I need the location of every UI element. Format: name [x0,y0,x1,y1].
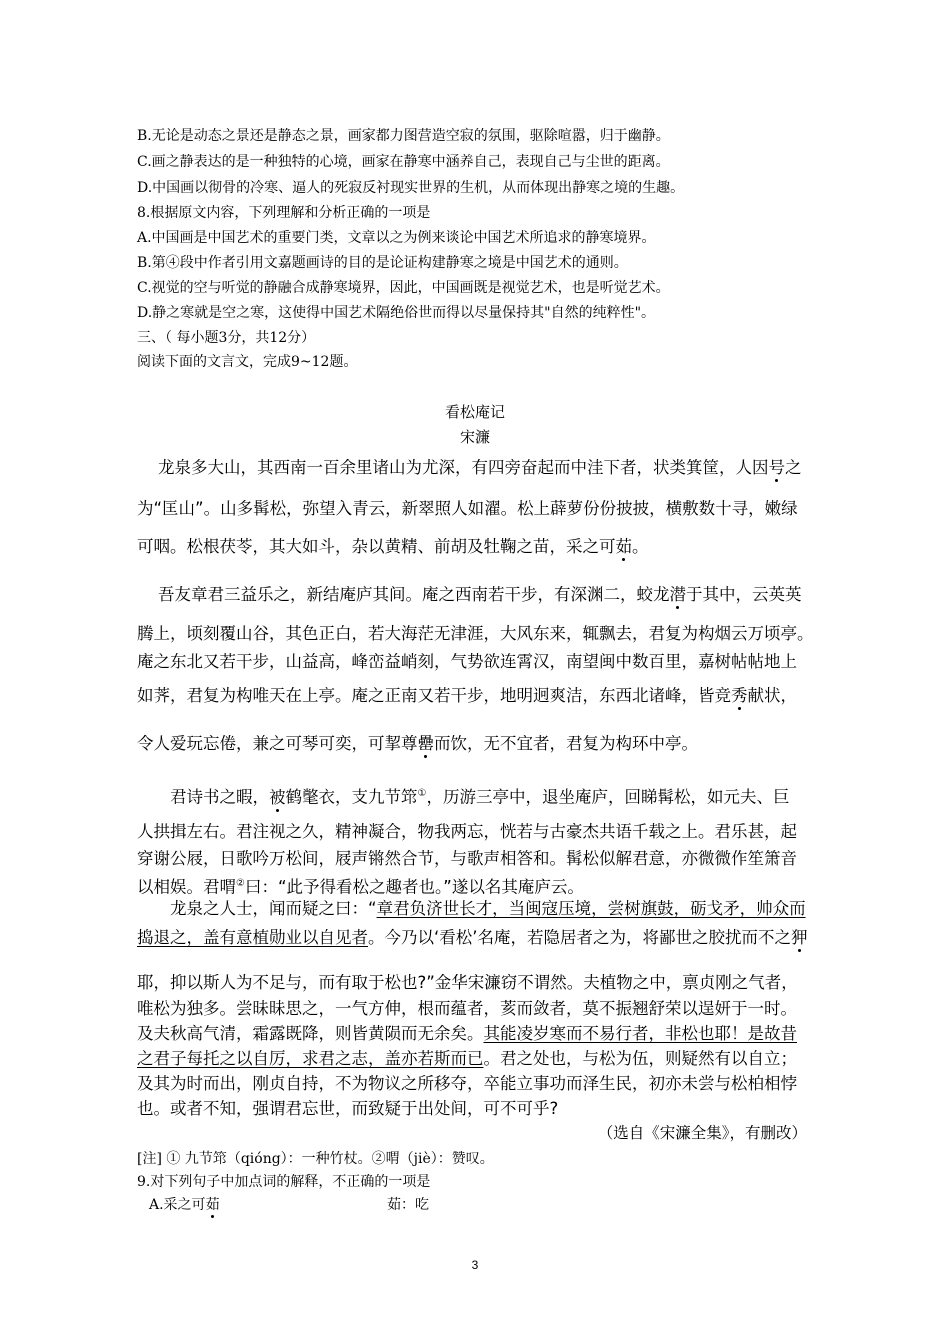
paragraph-4-line-4: 唯松为独多。尝昧昧思之，一气方伸，根而蕴者，荄而敛者，莫不振翘舒荣以逞妍于一时。 [137,999,797,1018]
paragraph-4-line-1: 龙泉之人士，闻而疑之曰：“章君负济世长才，当闽寇压境，尝树旗鼓，砺戈矛，帅众而 [170,899,806,918]
passage-source: （选自《宋濂全集》，有删改） [597,1124,807,1142]
section-3-heading: 三、（ 每小题3分，共12分） [137,330,316,346]
dotted-char: 秀 [731,686,748,705]
paragraph-3-line-1: 君诗书之暇，被鹤氅衣，支九节筇①，历游三亭中，退坐庵庐，回睇髯松，如元夫、巨 [170,787,790,807]
paragraph-1-line-3: 可咽。松根茯苓，其大如斗，杂以黄精、前胡及牡鞠之苗，采之可茹。 [137,537,649,556]
underlined-sentence: 捣退之，盖有意植勋业以自见者 [137,928,368,947]
question-9-option-a: A.采之可茹 [149,1197,220,1213]
passage-title: 看松庵记 [444,403,505,421]
dotted-char: 茹 [205,1197,220,1213]
question-8-option-b: B.第④段中作者引用文嘉题画诗的目的是论证构建静寒之境是中国艺术的通则。 [137,255,628,271]
footnote-marker: ② [236,878,245,889]
paragraph-1-line-2: 为“匡山”。山多髯松，弥望入青云，新翠照人如濯。松上薜萝份份披披，横敷数十寻，嫩绿 [137,499,798,518]
question-8-option-a: A.中国画是中国艺术的重要门类，文章以之为例来谈论中国艺术所追求的静寒境界。 [137,230,656,246]
paragraph-4-line-8: 也。或者不知，强谓君忘世，而致疑于出处间，可不可乎? [137,1099,559,1118]
dotted-char: 茹 [615,537,632,556]
question-9-option-a-gloss: 茹：吃 [387,1197,429,1213]
underlined-sentence: 章君负济世长才，当闽寇压境，尝树旗鼓，砺戈矛，帅众而 [376,899,806,918]
option-b-q7: B.无论是动态之景还是静态之景，画家都力图营造空寂的氛围，驱除喧嚣，归于幽静。 [137,128,670,144]
option-c-q7: C.画之静表达的是一种独特的心境，画家在静寒中涵养自己，表现自己与尘世的距离。 [137,154,670,170]
dotted-char: 狎 [791,928,808,947]
paragraph-2-line-1: 吾友章君三益乐之，新结庵庐其间。庵之西南若干步，有深渊二，蛟龙潜于其中，云英英 [158,585,802,604]
dotted-char: 罍 [417,734,434,753]
option-d-q7: D.中国画以彻骨的冷寒、逼人的死寂反衬现实世界的生机，从而体现出静寒之境的生趣。 [137,180,685,196]
question-8-stem: 8.根据原文内容，下列理解和分析正确的一项是 [137,205,431,221]
dotted-char: 号 [768,458,785,477]
question-8-option-c: C.视觉的空与听觉的静融合成静寒境界，因此，中国画既是视觉艺术，也是听觉艺术。 [137,280,670,296]
paragraph-4-line-7: 及其为时而出，刚贞自持，不为物议之所移夺，卒能立事功而泽生民，初亦未尝与松柏相悖 [137,1074,797,1093]
paragraph-3-line-4: 以相娱。君喟②曰：“此予得看松之趣者也。”遂以名其庵庐云。 [137,877,584,897]
underlined-sentence: 其能凌岁寒而不易行者，非松也耶！是故昔 [483,1024,797,1043]
paragraph-3-line-2: 人拱揖左右。君注视之久，精神凝合，物我两忘，恍若与古豪杰共语千载之上。君乐甚，起 [137,822,797,841]
question-8-option-d: D.静之寒就是空之寒，这使得中国艺术隔绝俗世而得以尽量保持其"自然的纯粹性"。 [137,305,656,321]
paragraph-2-line-2: 腾上，顷刻覆山谷，其色正白，若大海茫无津涯，大风东来，辄飘去，君复为构烟云万顷亭。 [137,624,814,643]
paragraph-1-line-1: 龙泉多大山，其西南一百余里诸山为尤深，有四旁奋起而中洼下者，状类箕筐，人因号之 [158,458,802,477]
paragraph-4-line-5: 及夫秋高气清，霜露既降，则皆黄陨而无余矣。其能凌岁寒而不易行者，非松也耶！是故昔 [137,1024,797,1043]
footnotes: [注] ① 九节筇（qióng）：一种竹杖。②喟（jiè）：赞叹。 [137,1151,494,1167]
paragraph-2-line-5: 令人爱玩忘倦，兼之可琴可奕，可挈尊罍而饮，无不宜者，君复为构环中亭。 [137,734,698,753]
paragraph-4-line-6: 之君子每托之以自厉，求君之志，盖亦若斯而已。君之处也，与松为伍，则疑然有以自立； [137,1049,797,1068]
dotted-char: 被 [269,787,286,807]
paragraph-4-line-3: 耶，抑以斯人为不足与，而有取于松也?”金华宋濂窃不谓然。夫植物之中，禀贞刚之气者， [137,973,798,992]
paragraph-4-line-2: 捣退之，盖有意植勋业以自见者。今乃以‘看松’名庵，若隐居者之为，将鄙世之胶扰而不之狎 [137,928,808,947]
paragraph-2-line-4: 如荠，君复为构唯天在上亭。庵之正南又若干步，地明迥爽洁，东西北诸峰，皆竞秀献状， [137,686,797,705]
section-3-instruction: 阅读下面的文言文，完成9~12题。 [137,354,358,370]
passage-author: 宋濂 [459,428,490,446]
question-9-stem: 9.对下列句子中加点词的解释，不正确的一项是 [137,1174,431,1190]
underlined-sentence: 之君子每托之以自厉，求君之志，盖亦若斯而已 [137,1049,484,1068]
page-number: 3 [471,1258,479,1272]
paragraph-2-line-3: 庵之东北又若干步，山益高，峰峦益峭刻，气势欲连霄汉，南望闽中数百里，嘉树帖帖地上 [137,652,797,671]
paragraph-3-line-3: 穿谢公屐，日歌吟万松间，屐声锵然合节，与歌声相答和。髯松似解君意，亦微微作笙箫音 [137,849,797,868]
dotted-char: 潜 [669,585,686,604]
footnote-marker: ① [417,788,427,799]
